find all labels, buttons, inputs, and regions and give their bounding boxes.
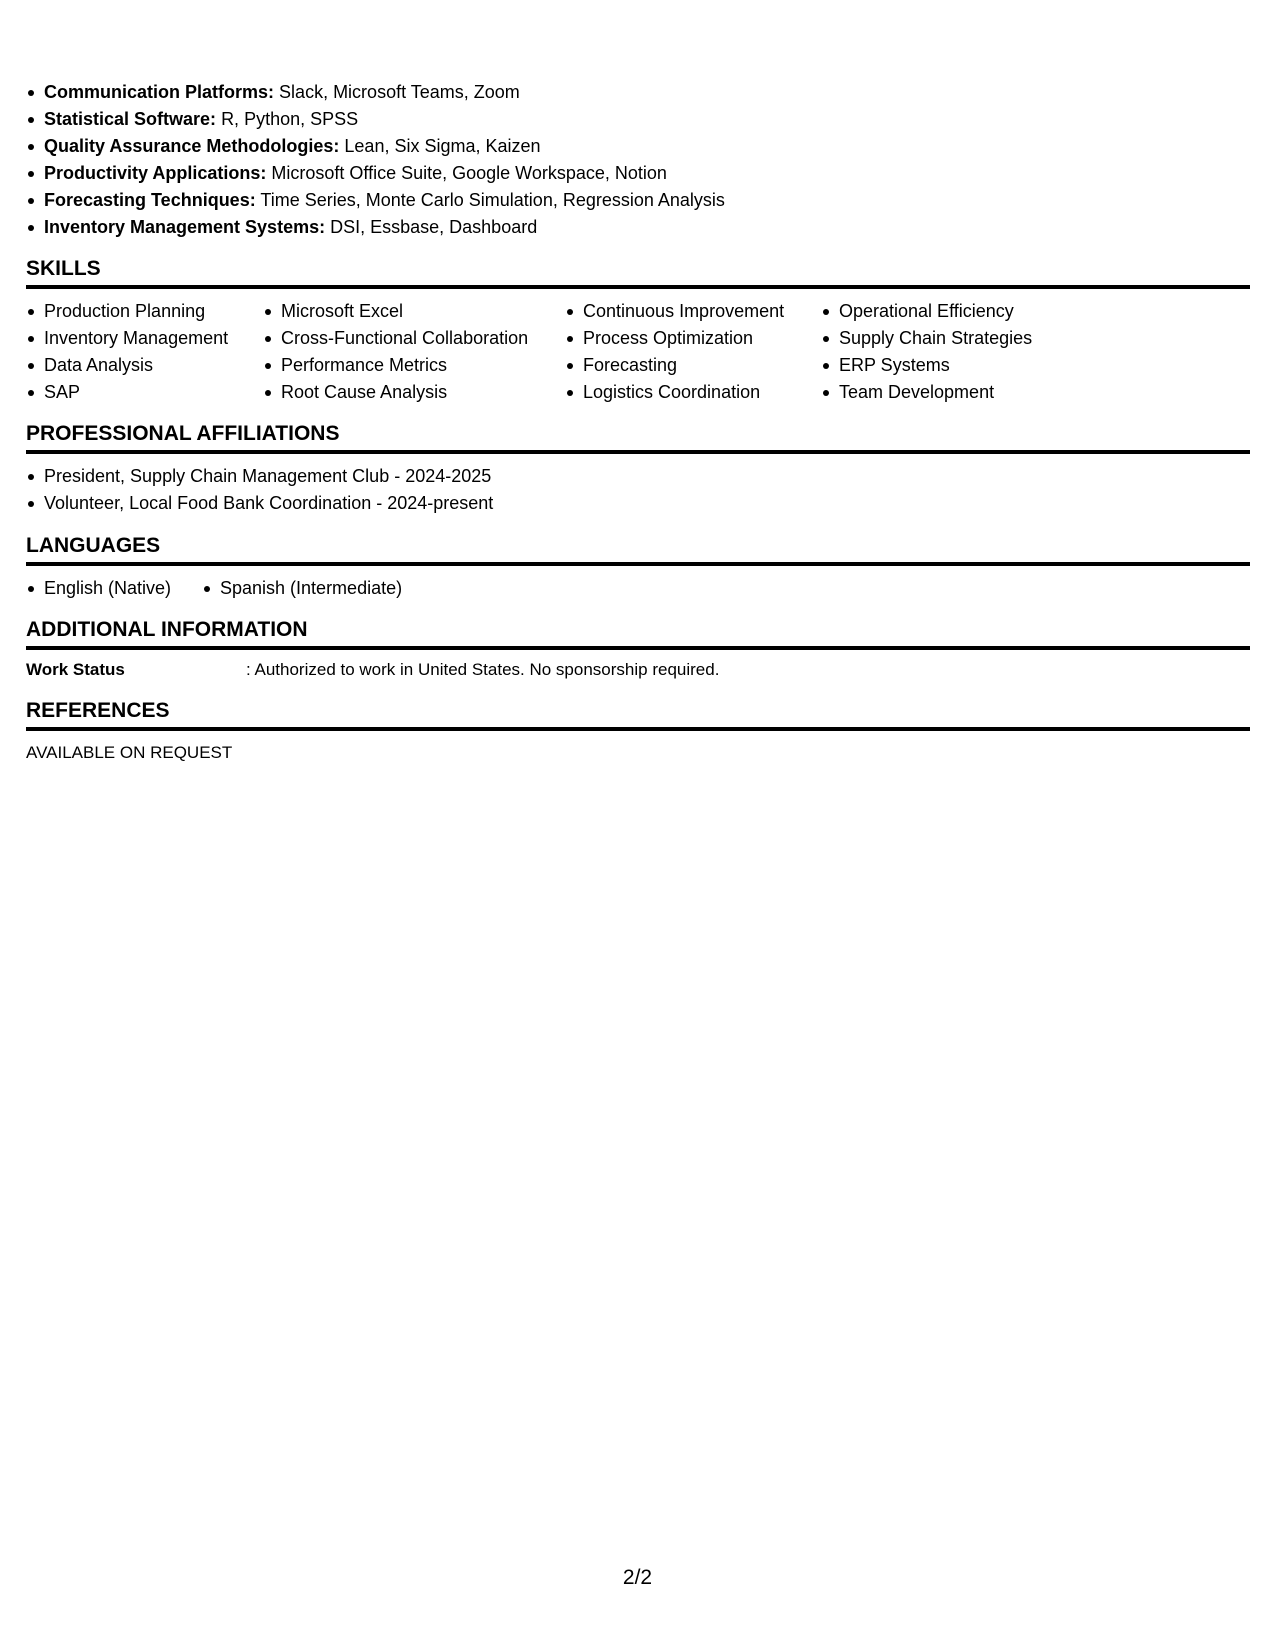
language-item: English (Native) bbox=[26, 575, 202, 602]
work-status-value: : Authorized to work in United States. No sponsorship required. bbox=[246, 660, 720, 679]
tool-label: Forecasting Techniques: bbox=[44, 190, 256, 210]
skill-item: Supply Chain Strategies bbox=[821, 325, 1081, 352]
affiliation-item: President, Supply Chain Management Club - 2024-2025 bbox=[26, 463, 493, 490]
languages-heading: LANGUAGES bbox=[26, 532, 1250, 566]
tool-value: Lean, Six Sigma, Kaizen bbox=[344, 136, 541, 156]
skill-item: Root Cause Analysis bbox=[263, 379, 565, 406]
tool-item bbox=[26, 79, 725, 106]
references-text: AVAILABLE ON REQUEST bbox=[26, 743, 233, 762]
skill-item: Data Analysis bbox=[26, 352, 263, 379]
skills-column bbox=[821, 298, 1081, 406]
affiliation-item: Volunteer, Local Food Bank Coordination - 2024-present bbox=[26, 490, 493, 517]
tool-label: Communication Platforms: bbox=[44, 82, 275, 102]
language-column bbox=[26, 575, 202, 602]
skill-item: Performance Metrics bbox=[263, 352, 565, 379]
tool-label: Inventory Management Systems: bbox=[44, 217, 326, 237]
skill-item: Operational Efficiency bbox=[821, 298, 1081, 325]
skills-column bbox=[565, 298, 821, 406]
skill-item: Forecasting bbox=[565, 352, 821, 379]
tool-item bbox=[26, 160, 725, 187]
tool-value: DSI, Essbase, Dashboard bbox=[330, 217, 538, 237]
skill-item: Cross-Functional Collaboration bbox=[263, 325, 565, 352]
tool-label: Productivity Applications: bbox=[44, 163, 267, 183]
tool-item bbox=[26, 187, 725, 214]
skills-column bbox=[263, 298, 565, 406]
skills-column bbox=[26, 298, 263, 406]
skill-item: Logistics Coordination bbox=[565, 379, 821, 406]
work-status-label: Work Status bbox=[26, 660, 125, 679]
affiliations-heading: PROFESSIONAL AFFILIATIONS bbox=[26, 420, 1250, 454]
page-number: 2/2 bbox=[622, 1566, 653, 1589]
skill-item: Inventory Management bbox=[26, 325, 263, 352]
tool-value: R, Python, SPSS bbox=[221, 109, 359, 129]
tool-label: Quality Assurance Methodologies: bbox=[44, 136, 340, 156]
tool-value: Microsoft Office Suite, Google Workspace, Notion bbox=[271, 163, 667, 183]
tool-item bbox=[26, 106, 725, 133]
languages-list bbox=[26, 575, 462, 602]
skill-item: Production Planning bbox=[26, 298, 263, 325]
tool-label: Statistical Software: bbox=[44, 109, 217, 129]
language-item: Spanish (Intermediate) bbox=[202, 575, 462, 602]
references-heading: REFERENCES bbox=[26, 697, 1250, 731]
work-status-row bbox=[26, 656, 719, 683]
tool-item bbox=[26, 214, 725, 241]
skill-item: Microsoft Excel bbox=[263, 298, 565, 325]
skill-item: Continuous Improvement bbox=[565, 298, 821, 325]
language-column bbox=[202, 575, 462, 602]
skill-item: SAP bbox=[26, 379, 263, 406]
skills-heading: SKILLS bbox=[26, 255, 1250, 289]
technical-tools-list bbox=[26, 79, 725, 241]
tool-item bbox=[26, 133, 725, 160]
skill-item: Process Optimization bbox=[565, 325, 821, 352]
tool-value: Slack, Microsoft Teams, Zoom bbox=[279, 82, 520, 102]
skill-item: Team Development bbox=[821, 379, 1081, 406]
affiliations-list bbox=[26, 463, 493, 517]
tool-value: Time Series, Monte Carlo Simulation, Regression Analysis bbox=[260, 190, 725, 210]
skills-columns bbox=[26, 298, 1081, 406]
skill-item: ERP Systems bbox=[821, 352, 1081, 379]
additional-info-heading: ADDITIONAL INFORMATION bbox=[26, 616, 1250, 650]
